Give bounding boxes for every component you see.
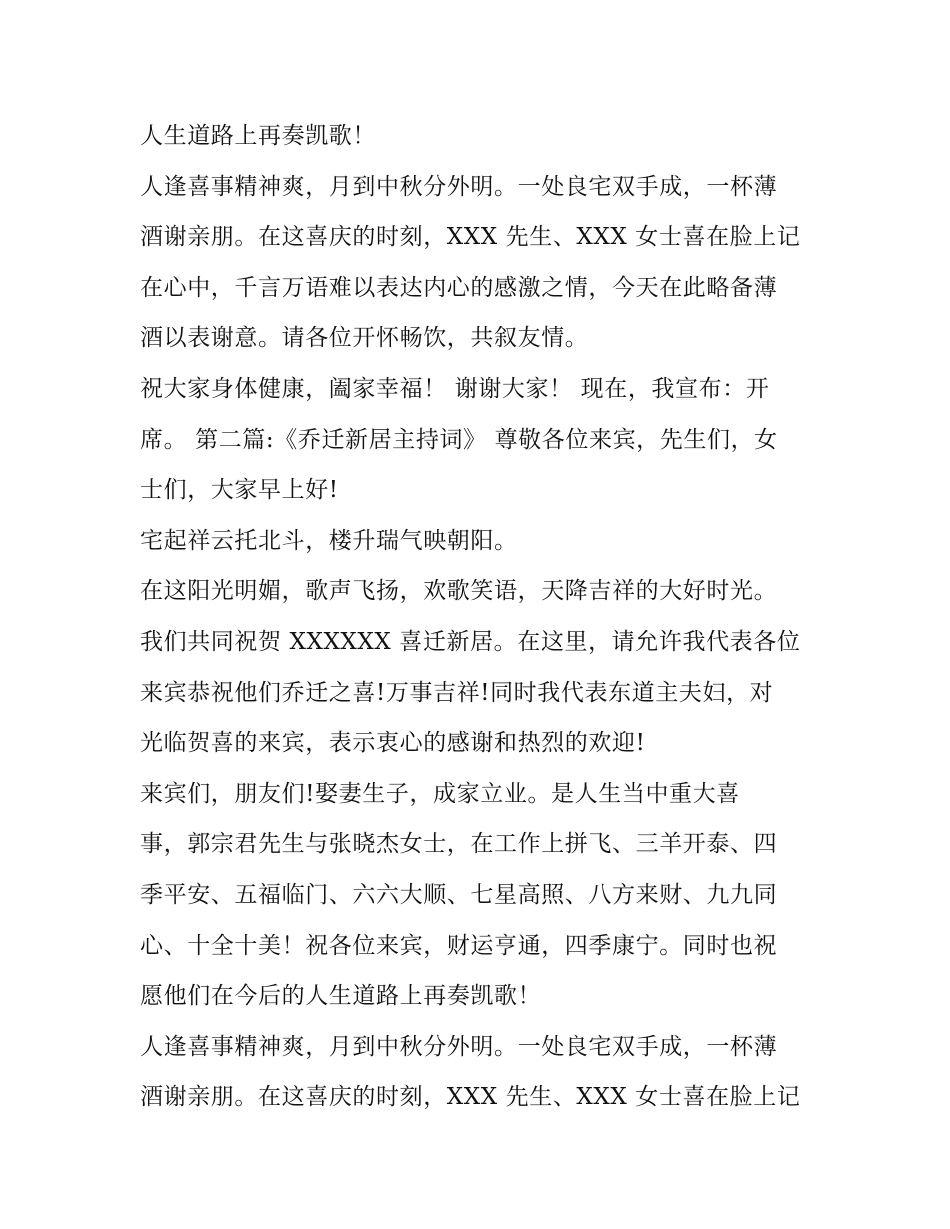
text-line: 酒谢亲朋。在这喜庆的时刻，XXX 先生、XXX 女士喜在脸上记	[140, 224, 801, 251]
text-line: 人逢喜事精神爽，月到中秋分外明。一处良宅双手成，一杯薄	[140, 1033, 778, 1060]
text-line: 愿他们在今后的人生道路上再奏凯歌！	[140, 983, 542, 1010]
text-line: 在心中，千言万语难以表达内心的感激之情，今天在此略备薄	[140, 274, 778, 301]
document-body	[140, 111, 830, 1123]
text-line: 在这阳光明媚，歌声飞扬，欢歌笑语，天降吉祥的大好时光。	[140, 578, 778, 605]
text-line: 人生道路上再奏凯歌！	[140, 123, 376, 149]
text-line: 席。 第二篇:《乔迁新居主持词》 尊敬各位来宾，先生们，女	[140, 426, 778, 453]
text-line: 事，郭宗君先生与张晓杰女士，在工作上拼飞、三羊开泰、四	[140, 831, 778, 858]
text-line: 祝大家身体健康，阖家幸福！ 谢谢大家！ 现在，我宣布：开	[140, 375, 770, 402]
text-line: 季平安、五福临门、六六大顺、七星高照、八方来财、九九同	[140, 881, 778, 908]
text-line: 光临贺喜的来宾，表示衷心的感谢和热烈的欢迎!	[140, 730, 646, 757]
text-line: 心、十全十美！祝各位来宾，财运亨通，四季康宁。同时也祝	[140, 932, 778, 959]
text-line: 酒谢亲朋。在这喜庆的时刻，XXX 先生、XXX 女士喜在脸上记	[140, 1084, 801, 1111]
text-line: 来宾们，朋友们!娶妻生子，成家立业。是人生当中重大喜	[140, 780, 740, 807]
text-line: 人逢喜事精神爽，月到中秋分外明。一处良宅双手成，一杯薄	[140, 173, 778, 200]
text-line: 士们，大家早上好!	[140, 477, 339, 504]
text-line: 酒以表谢意。请各位开怀畅饮，共叙友情。	[140, 325, 589, 352]
text-line: 来宾恭祝他们乔迁之喜!万事吉祥!同时我代表东道主夫妇，对	[140, 679, 774, 706]
text-line: 宅起祥云托北斗，楼升瑞气映朝阳。	[140, 527, 518, 554]
text-line: 我们共同祝贺 XXXXXX 喜迁新居。在这里，请允许我代表各位	[140, 628, 801, 655]
